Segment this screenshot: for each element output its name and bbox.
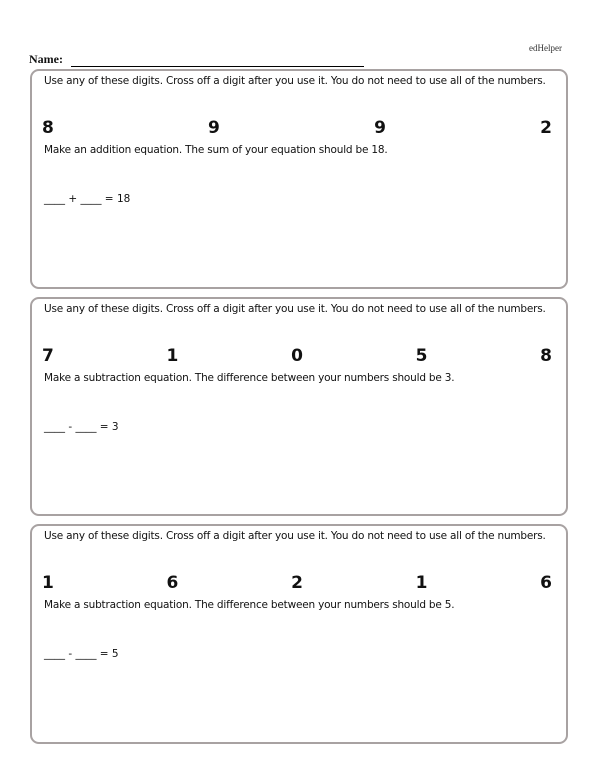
equation-blank[interactable]: ____ - ____ = 3 — [44, 421, 119, 433]
problem-task: Make a subtraction equation. The difference between your numbers should be 5. — [44, 599, 455, 611]
digit: 8 — [42, 118, 54, 138]
digit: 2 — [291, 573, 303, 593]
problem-box-3 — [30, 524, 568, 744]
digit-row — [42, 573, 552, 593]
digit: 5 — [415, 346, 428, 366]
equation-blank[interactable]: ____ - ____ = 5 — [44, 648, 119, 660]
digit: 7 — [42, 346, 54, 366]
problem-instructions: Use any of these digits. Cross off a digit after you use it. You do not need to use all of the numbers. — [44, 303, 546, 315]
name-label: Name: — [29, 52, 63, 66]
problem-instructions: Use any of these digits. Cross off a digit after you use it. You do not need to use all of the numbers. — [44, 75, 546, 87]
digit: 6 — [166, 573, 179, 593]
digit: 8 — [540, 346, 552, 366]
digit: 1 — [42, 573, 54, 593]
digit: 9 — [374, 118, 386, 138]
digit: 1 — [415, 573, 428, 593]
problem-instructions: Use any of these digits. Cross off a digit after you use it. You do not need to use all of the numbers. — [44, 530, 546, 542]
digit: 0 — [291, 346, 303, 366]
digit-row — [42, 346, 552, 366]
digit: 6 — [540, 573, 552, 593]
digit-row — [42, 118, 552, 138]
problem-box-2 — [30, 297, 568, 516]
digit: 2 — [540, 118, 552, 138]
digit: 9 — [208, 118, 220, 138]
digit: 1 — [166, 346, 179, 366]
equation-blank[interactable]: ____ + ____ = 18 — [44, 193, 131, 205]
problem-box-1 — [30, 69, 568, 289]
problem-task: Make an addition equation. The sum of your equation should be 18. — [44, 144, 388, 156]
name-field-row — [29, 52, 364, 67]
problem-task: Make a subtraction equation. The difference between your numbers should be 3. — [44, 372, 455, 384]
brand-label: edHelper — [529, 43, 562, 53]
name-input-line[interactable] — [71, 54, 364, 67]
